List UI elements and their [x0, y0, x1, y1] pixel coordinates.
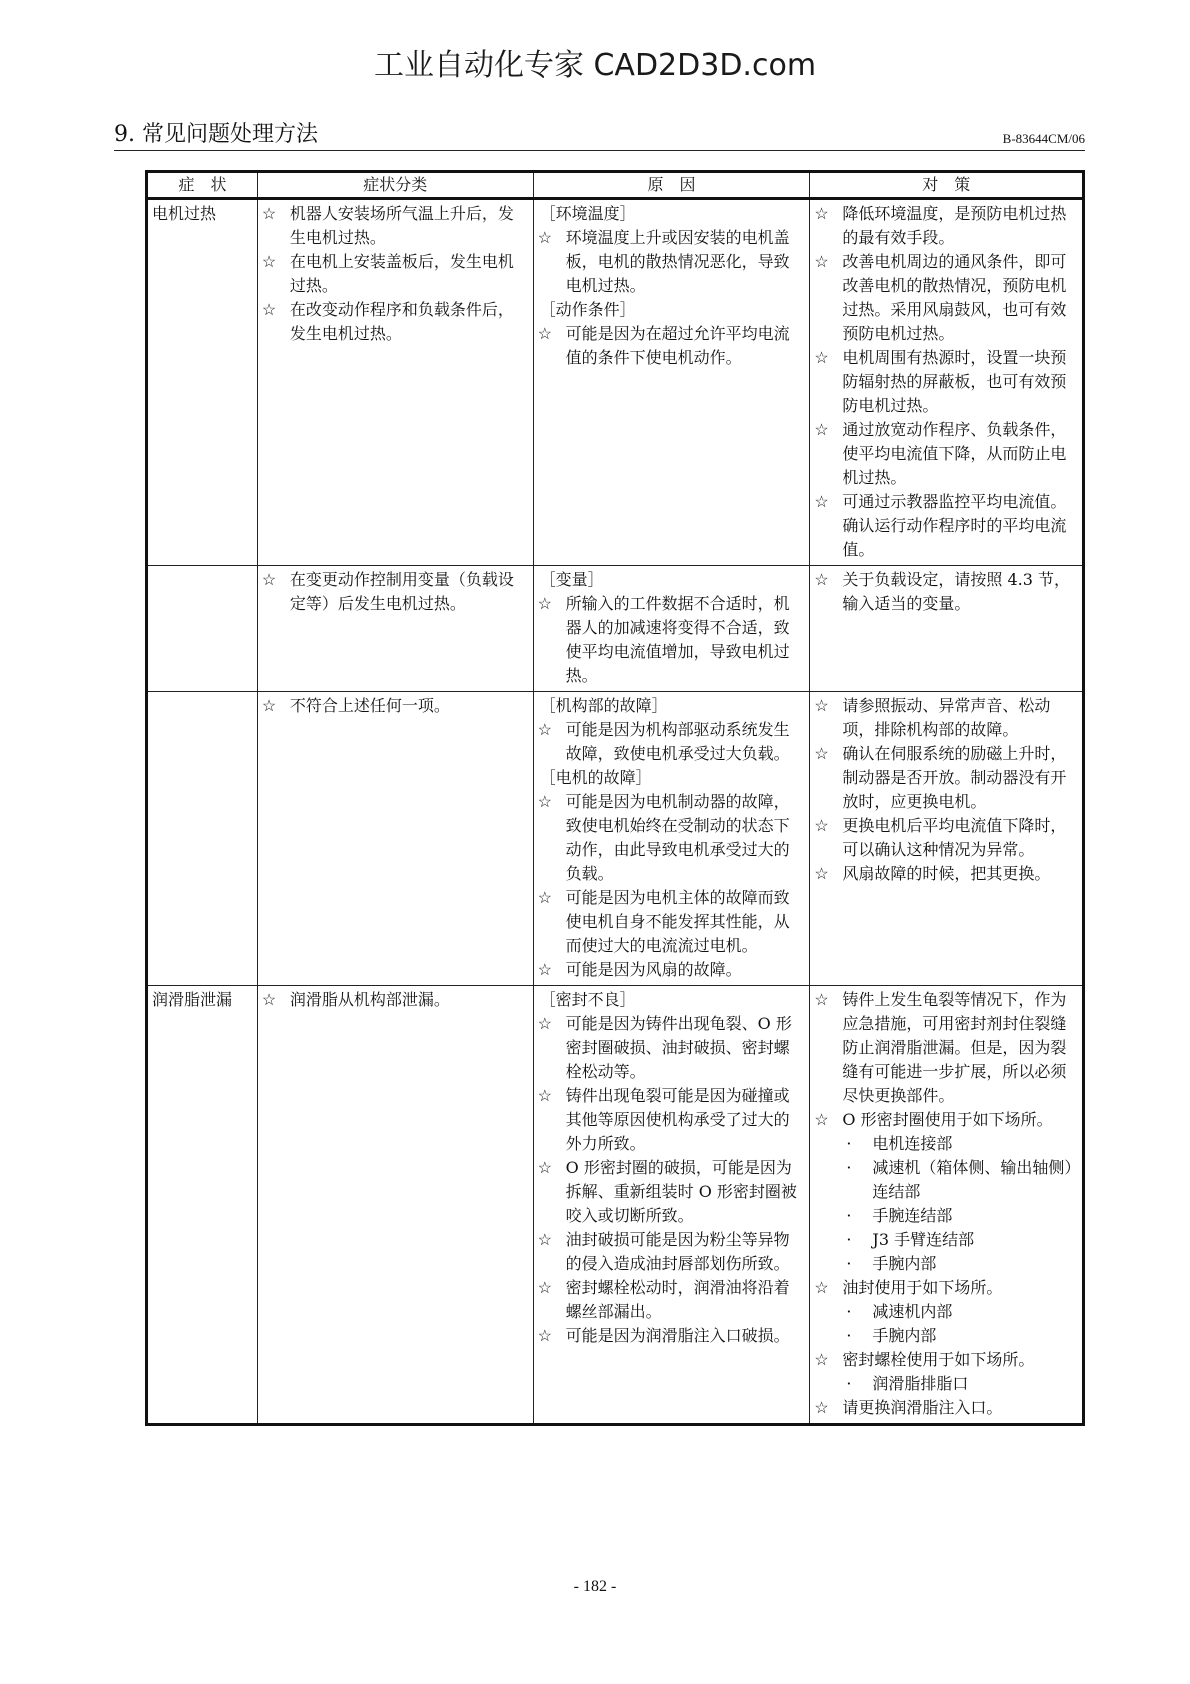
- cause-item: [538, 790, 806, 886]
- star-bullet-icon: ☆: [814, 1278, 829, 1297]
- bullet-dot-icon: ·: [846, 1158, 852, 1177]
- cause-heading: [538, 202, 806, 226]
- item-text: 密封螺栓使用于如下场所。: [842, 1350, 1035, 1369]
- cause-item: [538, 226, 806, 298]
- cause-heading: [538, 568, 806, 592]
- measure-subitem: [814, 1228, 1078, 1252]
- cause-item: [538, 1084, 806, 1156]
- item-text: 确认在伺服系统的励磁上升时，制动器是否开放。制动器没有开放时，应更换电机。: [842, 744, 1067, 811]
- heading-text: ［电机的故障］: [539, 768, 652, 787]
- table-row: [147, 566, 1084, 692]
- bullet-dot-icon: ·: [846, 1230, 852, 1249]
- category-item: [262, 568, 529, 616]
- item-text: 通过放宽动作程序、负载条件，使平均电流值下降，从而防止电机过热。: [842, 420, 1067, 487]
- measure-item: [814, 1276, 1078, 1300]
- subitem-text: 减速机（箱体侧、输出轴侧）连结部: [872, 1158, 1073, 1201]
- star-bullet-icon: ☆: [261, 252, 277, 271]
- star-bullet-icon: ☆: [814, 864, 829, 883]
- table-body: [147, 199, 1084, 1425]
- star-bullet-icon: ☆: [261, 696, 277, 715]
- category-item: [262, 250, 529, 298]
- item-text: 油封使用于如下场所。: [842, 1278, 1003, 1297]
- star-bullet-icon: ☆: [537, 324, 552, 343]
- star-bullet-icon: ☆: [814, 696, 829, 715]
- cause-item: [538, 1228, 806, 1276]
- heading-text: ［变量］: [539, 570, 604, 589]
- item-text: 所输入的工件数据不合适时，机器人的加减速将变得不合适，致使平均电流值增加，导致电机过热。: [565, 594, 790, 685]
- star-bullet-icon: ☆: [814, 204, 829, 223]
- item-text: O 形密封圈的破损，可能是因为拆解、重新组装时 O 形密封圈被咬入或切断所致。: [565, 1158, 797, 1225]
- cause-item: [538, 1012, 806, 1084]
- cause-heading: [538, 298, 806, 322]
- item-text: 关于负载设定，请按照 4.3 节，输入适当的变量。: [842, 570, 1071, 613]
- cause-item: [538, 886, 806, 958]
- category-cell: [257, 986, 533, 1425]
- measure-item: [814, 346, 1078, 418]
- measure-subitem: [814, 1372, 1078, 1396]
- item-text: 电机周围有热源时，设置一块预防辐射热的屏蔽板，也可有效预防电机过热。: [842, 348, 1067, 415]
- measure-item: [814, 250, 1078, 346]
- star-bullet-icon: ☆: [537, 1326, 552, 1345]
- star-bullet-icon: ☆: [814, 348, 829, 367]
- measure-cell: [810, 692, 1084, 986]
- cause-heading: [538, 766, 806, 790]
- cause-item: [538, 592, 806, 688]
- bullet-dot-icon: ·: [846, 1134, 852, 1153]
- measure-item: [814, 862, 1078, 886]
- symptom-cell: [147, 566, 258, 692]
- item-text: 机器人安装场所气温上升后，发生电机过热。: [289, 204, 514, 247]
- star-bullet-icon: ☆: [814, 570, 829, 589]
- cause-item: [538, 1156, 806, 1228]
- star-bullet-icon: ☆: [261, 990, 277, 1009]
- measure-item: [814, 694, 1078, 742]
- item-text: 可能是因为润滑脂注入口破损。: [565, 1326, 790, 1345]
- star-bullet-icon: ☆: [261, 570, 277, 589]
- heading-text: ［动作条件］: [539, 300, 636, 319]
- page-number: - 182 -: [573, 1578, 617, 1595]
- measure-item: [814, 988, 1078, 1108]
- heading-text: ［机构部的故障］: [539, 696, 668, 715]
- subitem-text: 手腕连结部: [872, 1206, 953, 1225]
- cause-heading: [538, 694, 806, 718]
- item-text: 请更换润滑脂注入口。: [842, 1398, 1003, 1417]
- star-bullet-icon: ☆: [814, 252, 829, 271]
- category-cell: [257, 692, 533, 986]
- subitem-text: 电机连接部: [872, 1134, 953, 1153]
- measure-subitem: [814, 1156, 1078, 1204]
- star-bullet-icon: ☆: [814, 990, 829, 1009]
- measure-item: [814, 1348, 1078, 1372]
- bullet-dot-icon: ·: [846, 1326, 852, 1345]
- item-text: 铸件出现龟裂可能是因为碰撞或其他等原因使机构承受了过大的外力所致。: [565, 1086, 790, 1153]
- item-text: 降低环境温度，是预防电机过热的最有效手段。: [842, 204, 1067, 247]
- star-bullet-icon: ☆: [814, 816, 829, 835]
- star-bullet-icon: ☆: [814, 1350, 829, 1369]
- measure-cell: [810, 566, 1084, 692]
- bullet-dot-icon: ·: [846, 1302, 852, 1321]
- star-bullet-icon: ☆: [537, 960, 552, 979]
- item-text: 可能是因为机构部驱动系统发生故障，致使电机承受过大负载。: [565, 720, 790, 763]
- item-text: 密封螺栓松动时，润滑油将沿着螺丝部漏出。: [565, 1278, 790, 1321]
- subitem-text: 手腕内部: [872, 1254, 937, 1273]
- star-bullet-icon: ☆: [537, 594, 552, 613]
- item-text: 油封破损可能是因为粉尘等异物的侵入造成油封唇部划伤所致。: [565, 1230, 790, 1273]
- measure-item: [814, 490, 1078, 562]
- star-bullet-icon: ☆: [814, 744, 829, 763]
- item-text: 润滑脂从机构部泄漏。: [289, 990, 450, 1009]
- item-text: 可能是因为电机主体的故障而致使电机自身不能发挥其性能，从而使过大的电流流过电机。: [565, 888, 790, 955]
- measure-item: [814, 814, 1078, 862]
- star-bullet-icon: ☆: [537, 1278, 552, 1297]
- cause-item: [538, 1276, 806, 1324]
- subitem-text: 减速机内部: [872, 1302, 953, 1321]
- bullet-dot-icon: ·: [846, 1374, 852, 1393]
- star-bullet-icon: ☆: [537, 1014, 552, 1033]
- star-bullet-icon: ☆: [814, 420, 829, 439]
- star-bullet-icon: ☆: [814, 1398, 829, 1417]
- column-header-symptom: 症 状: [147, 172, 258, 199]
- item-text: 改善电机周边的通风条件，即可改善电机的散热情况，预防电机过热。采用风扇鼓风，也可有效预防电机过热。: [842, 252, 1067, 343]
- symptom-cell: 润滑脂泄漏: [147, 986, 258, 1425]
- subitem-text: J3 手臂连结部: [872, 1230, 975, 1249]
- measure-item: [814, 568, 1078, 616]
- column-header-category: 症状分类: [257, 172, 533, 199]
- table-row: [147, 692, 1084, 986]
- column-header-cause: 原 因: [533, 172, 810, 199]
- heading-text: ［环境温度］: [539, 204, 636, 223]
- cause-item: [538, 958, 806, 982]
- measure-subitem: [814, 1204, 1078, 1228]
- star-bullet-icon: ☆: [537, 792, 552, 811]
- cause-heading: [538, 988, 806, 1012]
- star-bullet-icon: ☆: [537, 888, 552, 907]
- category-item: [262, 988, 529, 1012]
- category-item: [262, 694, 529, 718]
- item-text: 可能是因为铸件出现龟裂、O 形密封圈破损、油封破损、密封螺栓松动等。: [565, 1014, 792, 1081]
- star-bullet-icon: ☆: [537, 1230, 552, 1249]
- category-item: [262, 298, 529, 346]
- section-title: 9. 常见问题处理方法: [114, 122, 318, 147]
- bullet-dot-icon: ·: [846, 1206, 852, 1225]
- measure-item: [814, 1108, 1078, 1132]
- star-bullet-icon: ☆: [537, 228, 552, 247]
- symptom-cell: [147, 692, 258, 986]
- measure-subitem: [814, 1300, 1078, 1324]
- measure-cell: [810, 199, 1084, 566]
- table-row: [147, 986, 1084, 1425]
- item-text: 不符合上述任何一项。: [289, 696, 450, 715]
- category-cell: [257, 199, 533, 566]
- heading-text: ［密封不良］: [539, 990, 636, 1009]
- item-text: 在改变动作程序和负载条件后，发生电机过热。: [289, 300, 514, 343]
- item-text: 铸件上发生龟裂等情况下，作为应急措施，可用密封剂封住裂缝防止润滑脂泄漏。但是，因为裂缝有可能进一步扩展，所以必须尽快更换部件。: [842, 990, 1067, 1105]
- column-header-measure: 对 策: [810, 172, 1084, 199]
- item-text: 可通过示教器监控平均电流值。确认运行动作程序时的平均电流值。: [842, 492, 1067, 559]
- cause-item: [538, 718, 806, 766]
- measure-subitem: [814, 1324, 1078, 1348]
- item-text: 更换电机后平均电流值下降时，可以确认这种情况为异常。: [842, 816, 1067, 859]
- item-text: 可能是因为在超过允许平均电流值的条件下使电机动作。: [565, 324, 790, 367]
- item-text: 可能是因为电机制动器的故障，致使电机始终在受制动的状态下动作，由此导致电机承受过大的负载。: [565, 792, 790, 883]
- star-bullet-icon: ☆: [814, 1110, 829, 1129]
- watermark-text: 工业自动化专家 CAD2D3D.com: [373, 48, 817, 83]
- star-bullet-icon: ☆: [814, 492, 829, 511]
- measure-cell: [810, 986, 1084, 1425]
- cause-cell: [533, 566, 810, 692]
- item-text: 请参照振动、异常声音、松动项，排除机构部的故障。: [842, 696, 1051, 739]
- item-text: 在变更动作控制用变量（负载设定等）后发生电机过热。: [289, 570, 514, 613]
- star-bullet-icon: ☆: [537, 1086, 552, 1105]
- measure-item: [814, 418, 1078, 490]
- measure-item: [814, 1396, 1078, 1420]
- star-bullet-icon: ☆: [261, 204, 277, 223]
- item-text: O 形密封圈使用于如下场所。: [842, 1110, 1053, 1129]
- table-header-row: [147, 172, 1084, 199]
- star-bullet-icon: ☆: [537, 1158, 552, 1177]
- bullet-dot-icon: ·: [846, 1254, 852, 1273]
- cause-cell: [533, 692, 810, 986]
- item-text: 环境温度上升或因安装的电机盖板，电机的散热情况恶化，导致电机过热。: [565, 228, 790, 295]
- cause-cell: [533, 199, 810, 566]
- symptom-cell: 电机过热: [147, 199, 258, 566]
- star-bullet-icon: ☆: [537, 720, 552, 739]
- document-code: B-83644CM/06: [1002, 131, 1085, 146]
- measure-subitem: [814, 1252, 1078, 1276]
- subitem-text: 润滑脂排脂口: [872, 1374, 969, 1393]
- measure-item: [814, 202, 1078, 250]
- cause-cell: [533, 986, 810, 1425]
- troubleshooting-table: [145, 170, 1085, 1426]
- star-bullet-icon: ☆: [261, 300, 277, 319]
- table-row: [147, 199, 1084, 566]
- cause-item: [538, 1324, 806, 1348]
- subitem-text: 手腕内部: [872, 1326, 937, 1345]
- measure-item: [814, 742, 1078, 814]
- measure-subitem: [814, 1132, 1078, 1156]
- category-cell: [257, 566, 533, 692]
- item-text: 可能是因为风扇的故障。: [565, 960, 742, 979]
- category-item: [262, 202, 529, 250]
- item-text: 风扇故障的时候，把其更换。: [842, 864, 1051, 883]
- page-header: [114, 118, 1085, 151]
- cause-item: [538, 322, 806, 370]
- item-text: 在电机上安装盖板后，发生电机过热。: [289, 252, 514, 295]
